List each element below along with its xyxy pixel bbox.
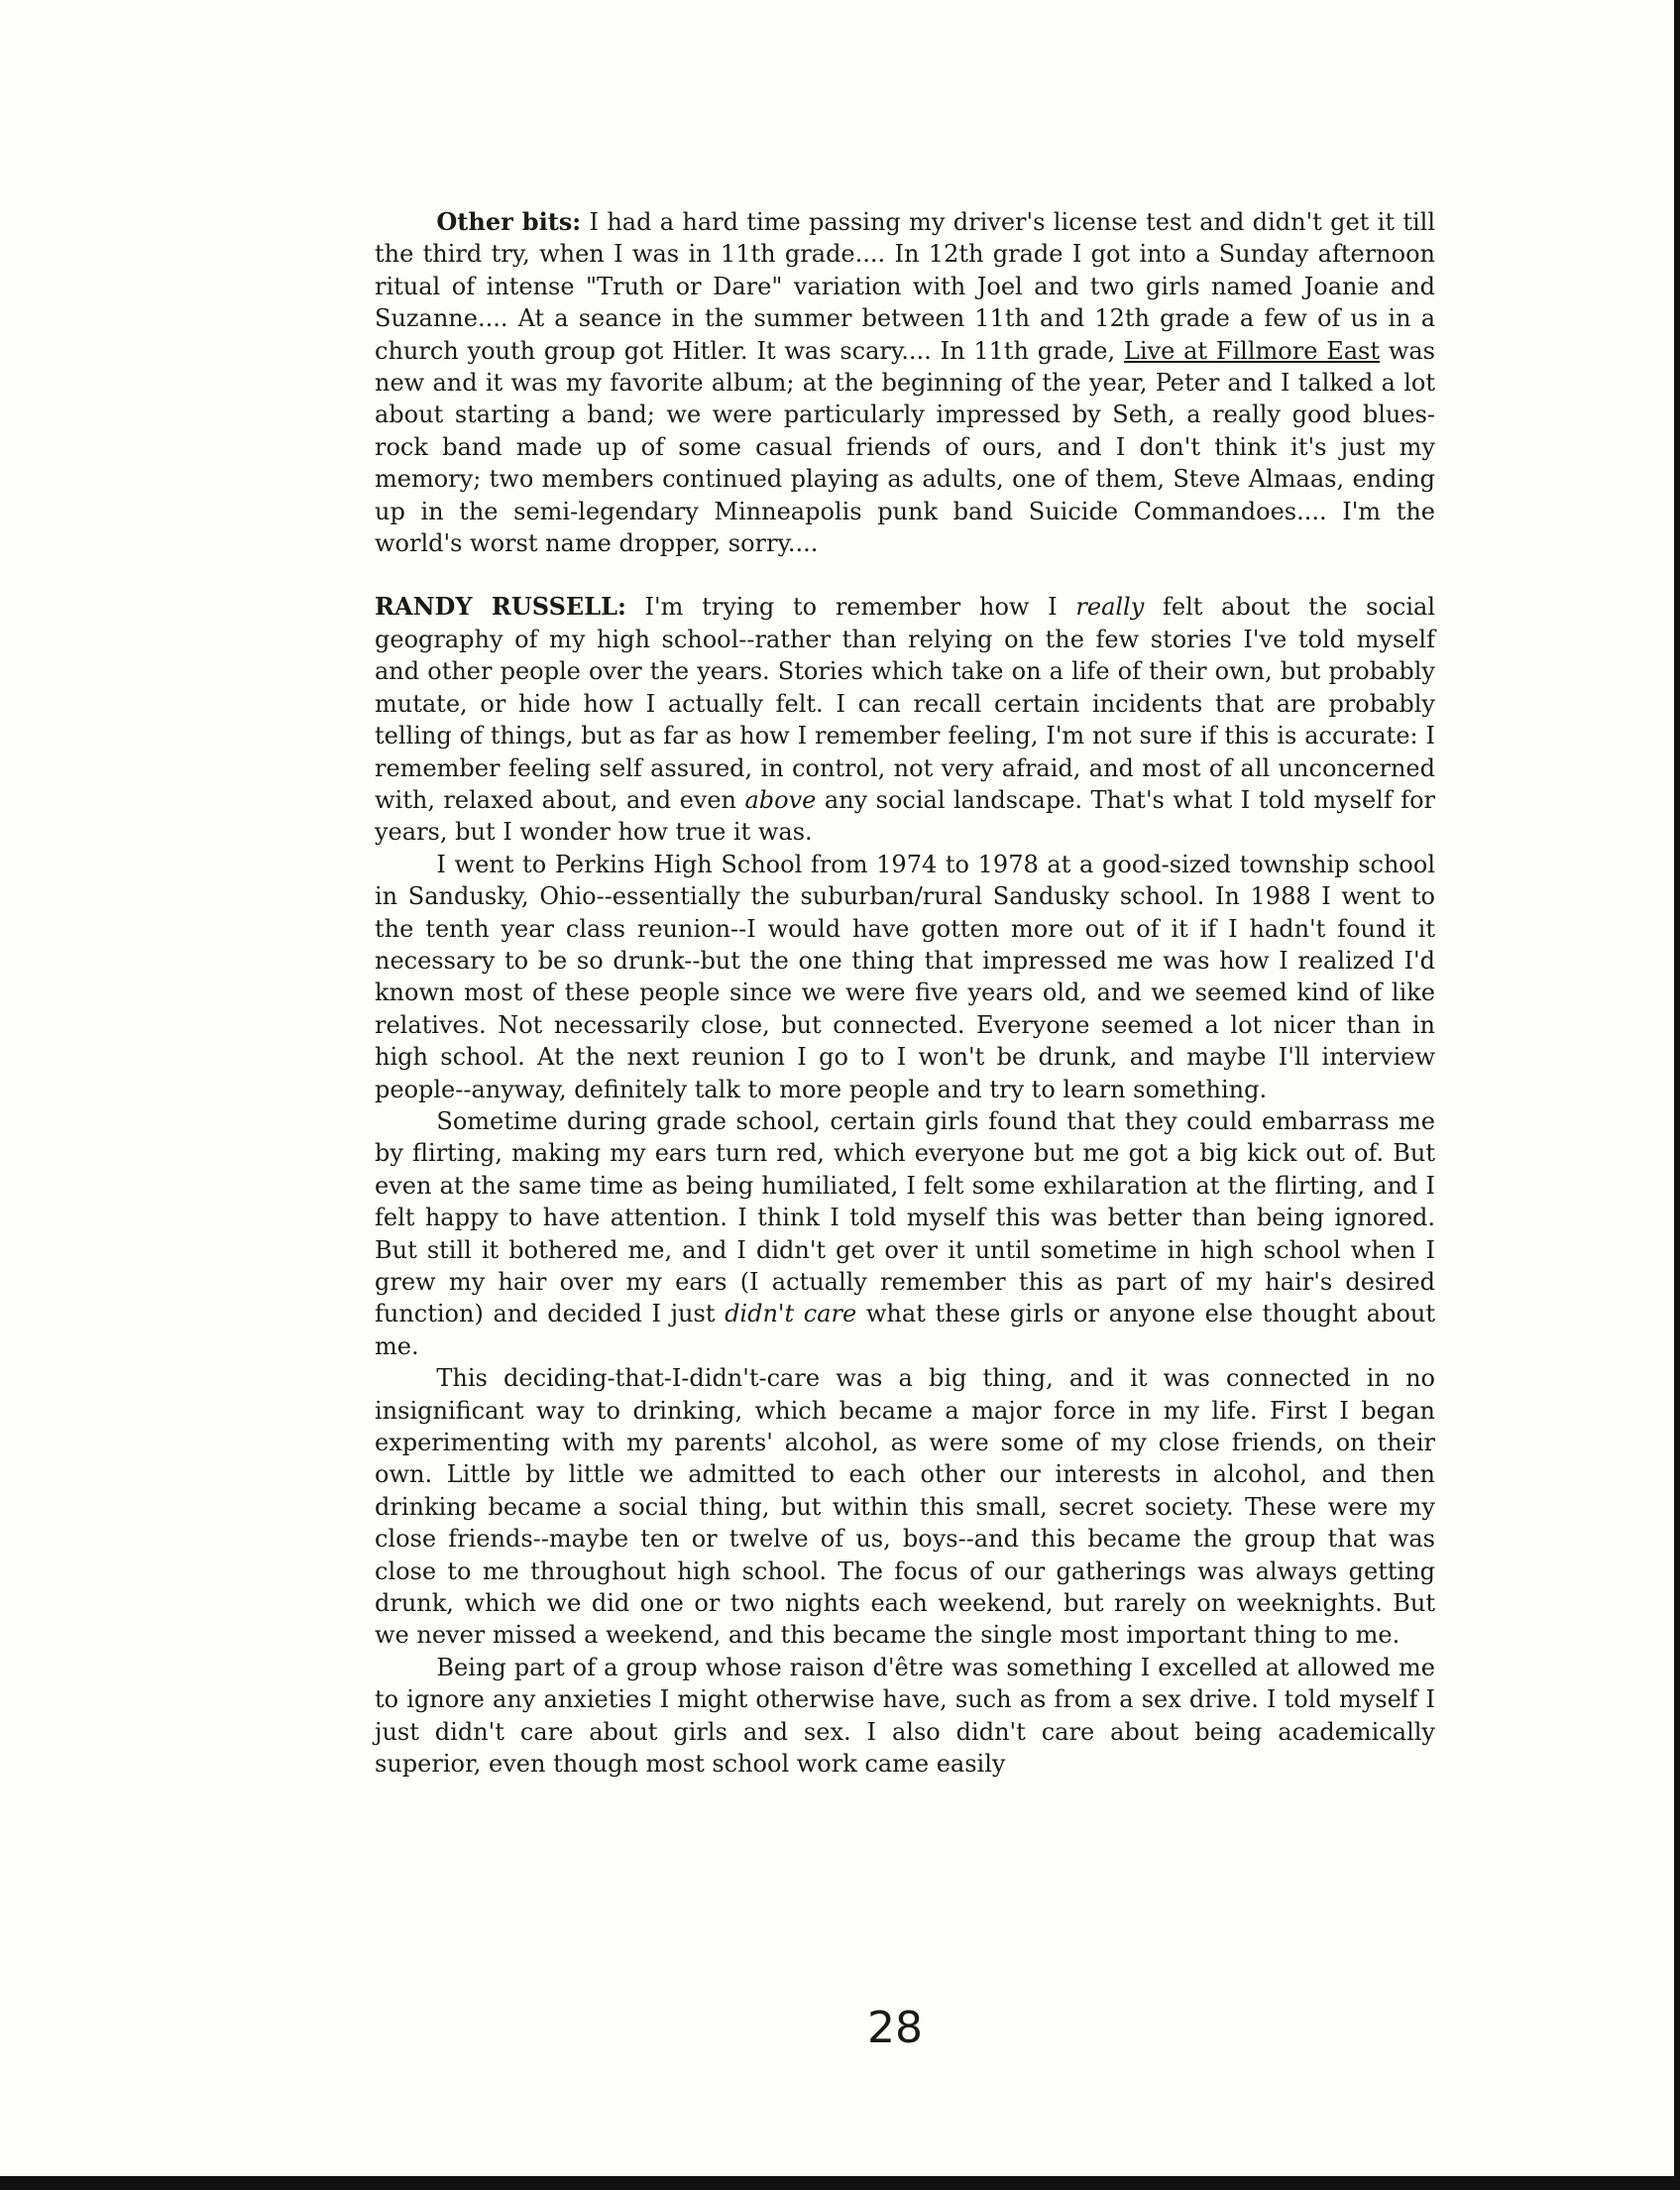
paragraph-drinking: This deciding-that-I-didn't-care was a big thing, and it was connected in no insignificant way to drinking, which became a major force in my life. First I began experimenting with my parents' alcohol, as were some of my close friends, on their own. Little by little we admitted to each other our interests in alcohol, and then drinking became a social thing, but within this small, secret society. These were my close friends--maybe ten or twelve of us, boys--and this became the group that was close to me throughout high school. The focus of our gatherings was always getting drunk, which we did one or two nights each weekend, but rarely on weeknights. But we never missed a weekend, and this became the single most important thing to me. (375, 1364, 1435, 1650)
speaker-name: RANDY RUSSELL: (375, 592, 626, 622)
text-run: any social landscape. That's what I told myself for years, but I wonder how true it was. (375, 785, 1435, 847)
paragraph-randy-russell (375, 591, 1435, 848)
text-run: I'm trying to remember how I (625, 593, 1076, 622)
paragraph-other-bits (375, 206, 1435, 559)
italic-text: really (1075, 593, 1145, 622)
page-number: 28 (867, 2003, 923, 2053)
text-run: felt about the social geography of my high school--rather than relying on the few stories I've told myself and other people over the years. Stories which take on a life of their own, but probably mutate, or hide how I actually felt. I can recall certain incidents that are probably telling of things, but as far as how I remember feeling, I'm not sure if this is accurate: I remember feeling self assured, in control, not very afraid, and most of all unconcerned with, relaxed about, and even (375, 593, 1436, 814)
paragraph-grade-school (375, 1105, 1435, 1362)
italic-text: didn't care (725, 1300, 857, 1328)
text-run: Sometime during grade school, certain girls found that they could embarrass me by flirting, making my ears turn red, which everyone but me got a big kick out of. But even at the same time as being humiliated, I felt some exhilaration at the flirting, and I felt happy to have attention. I think I told myself this was better than being ignored. But still it bothered me, and I didn't get over it until sometime in high school when I grew my hair over my ears (I actually remember this as part of my hair's desired function) and decided I just (375, 1106, 1435, 1328)
scan-edge-bottom (0, 2176, 1680, 2190)
text-run: I had a hard time passing my driver's license test and didn't get it till the third try, when I was in 11th grade.... In 12th grade I got into a Sunday afternoon ritual of intense "Truth or Dare" variation with Joel and two girls named Joanie and Suzanne.... At a seance in the summer between 11th and 12th grade a few of us in a church youth group got Hitler. It was scary.... In 11th grade, (375, 208, 1435, 365)
italic-text: above (744, 785, 817, 814)
album-title: Live at Fillmore East (1123, 336, 1381, 365)
body-text (375, 206, 1435, 1781)
paragraph-raison-detre: Being part of a group whose raison d'être was something I excelled at allowed me to ignore any anxieties I might otherwise have, such as from a sex drive. I told myself I just didn't care about girls and sex. I also didn't care about being academically superior, even though most school work came easily (375, 1653, 1435, 1779)
paragraph-perkins: I went to Perkins High School from 1974 to 1978 at a good-sized township school in Sandusky, Ohio--essentially the suburban/rural Sandusky school. In 1988 I went to the tenth year class reunion--I would have gotten more out of it if I hadn't found it necessary to be so drunk--but the one thing that impressed me was how I realized I'd known most of these people since we were five years old, and we seemed kind of like relatives. Not necessarily close, but connected. Everyone seemed a lot nicer than in high school. At the next reunion I go to I won't be drunk, and maybe I'll interview people--anyway, definitely talk to more people and try to learn something. (375, 850, 1435, 1103)
text-run: was new and it was my favorite album; at the beginning of the year, Peter and I talked a lot about starting a band; we were particularly impressed by Seth, a really good blues-rock band made up of some casual friends of ours, and I don't think it's just my memory; two members continued playing as adults, one of them, Steve Almaas, ending up in the semi-legendary Minneapolis punk band Suicide Commandoes.... I'm the world's worst name dropper, sorry.... (375, 336, 1435, 558)
scan-edge-right (1674, 0, 1680, 2190)
text-run: what these girls or anyone else thought about me. (375, 1300, 1436, 1360)
paragraph-label: Other bits: (436, 207, 582, 236)
